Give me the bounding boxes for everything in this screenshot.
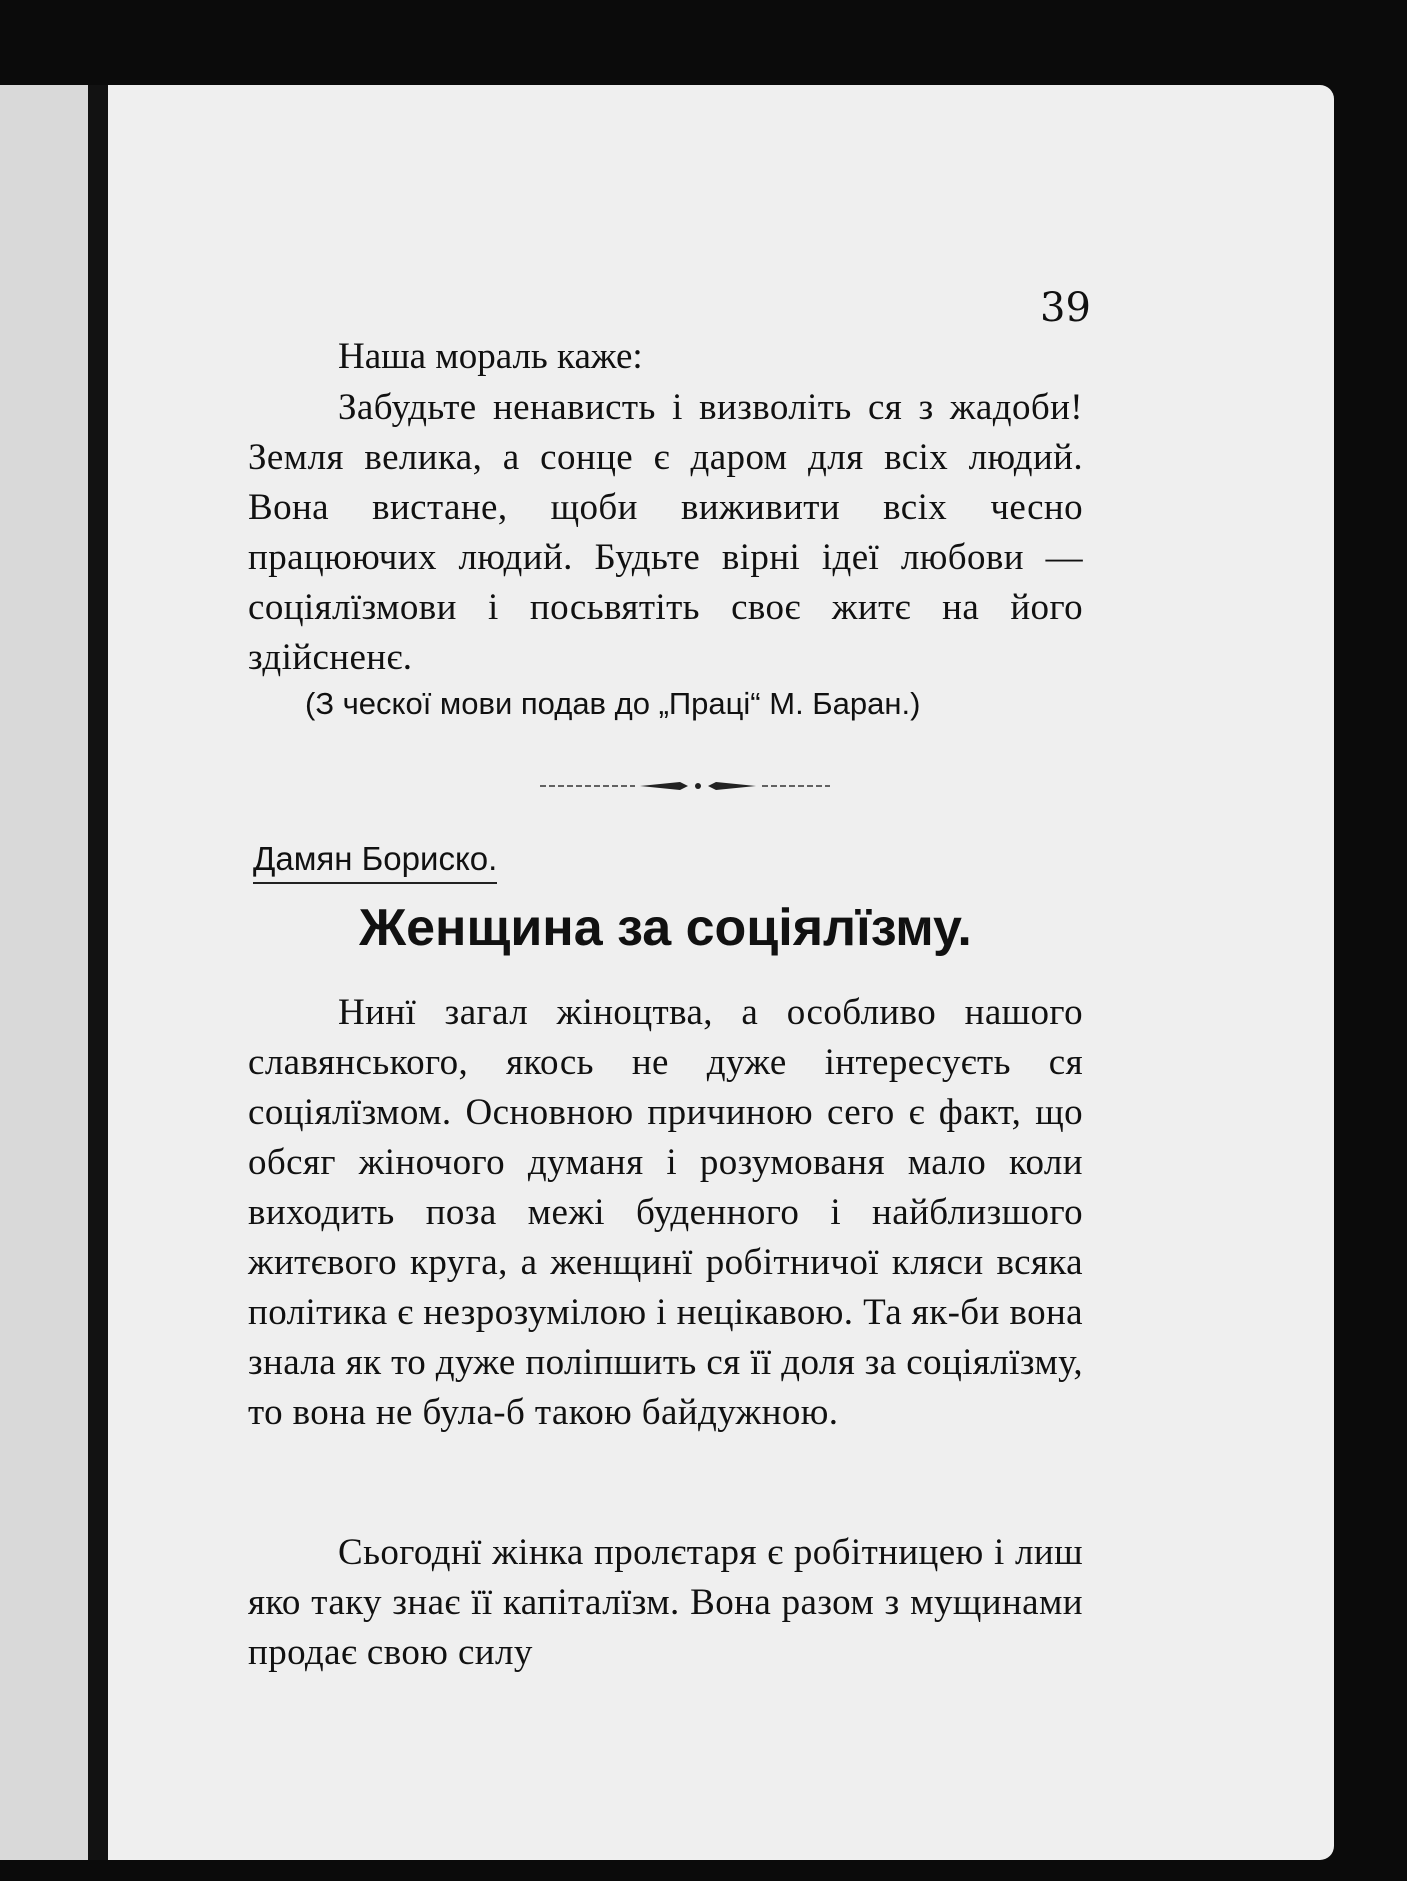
moral-heading: Наша мораль каже: — [338, 336, 643, 377]
moral-paragraph: Забудьте ненависть і визволіть ся з жадоби! Земля велика, а сонце є даром для всіх людий. Вона вистане, щоби виживити всіх чесно працюючих людий. Будьте вірні ідеї любови — соціялїзмови і посьвятіть своє житє на його здійсненє. — [248, 387, 1083, 678]
page-number: 39 — [1040, 285, 1091, 331]
translation-credit: (З ческої мови подав до „Праці“ М. Баран.) — [305, 686, 921, 721]
article-title: Женщина за соціялїзму. — [359, 899, 972, 957]
section-divider — [540, 776, 830, 796]
adjacent-page-strip — [0, 85, 92, 1860]
binding-edge — [88, 85, 108, 1860]
article-author: Дамян Бориско. — [253, 840, 497, 884]
article-paragraph-1: Нинї загал жіноцтва, а особливо нашого славянського, якось не дуже інтересуєть ся соціялїзмом. Основною причиною сего є факт, що обсяг жіночого думаня і розумованя мало коли виходить поза межі буденного і найблизшого житєвого круга, а женщинї робітничої кляси всяка політика є незрозумілою і нецікавою. Та як-би вона знала як то дуже поліпшить ся її доля за соціялїзму, то вона не була-б такою байдужною. — [248, 992, 1083, 1433]
article-paragraph-2: Сьогоднї жінка пролєтаря є робітницею і лиш яко таку знає її капіталїзм. Вона разом з мущинами продає свою силу — [248, 1532, 1083, 1673]
